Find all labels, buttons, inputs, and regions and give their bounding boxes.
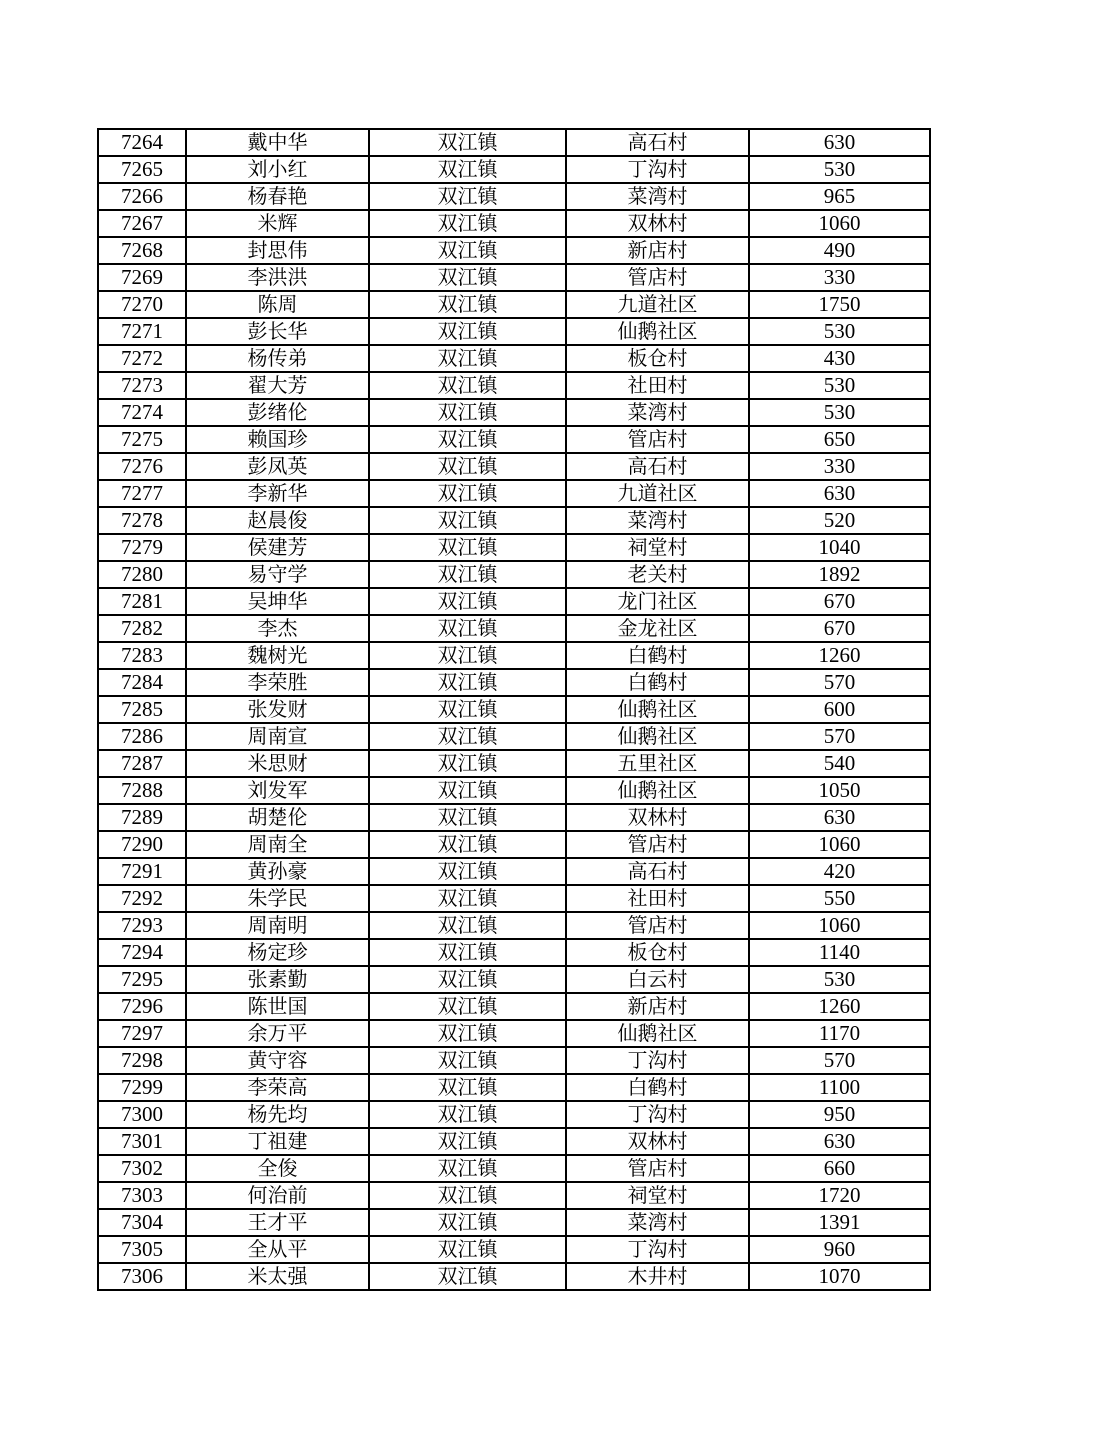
cell-town: 双江镇 xyxy=(369,1155,566,1182)
table-row xyxy=(98,588,930,615)
table-row xyxy=(98,939,930,966)
cell-village: 社田村 xyxy=(566,372,749,399)
cell-name: 赵晨俊 xyxy=(186,507,369,534)
cell-serial-number: 7300 xyxy=(98,1101,186,1128)
cell-amount: 430 xyxy=(749,345,930,372)
cell-amount: 530 xyxy=(749,372,930,399)
table-row xyxy=(98,993,930,1020)
cell-name: 魏树光 xyxy=(186,642,369,669)
cell-amount: 1050 xyxy=(749,777,930,804)
cell-serial-number: 7286 xyxy=(98,723,186,750)
cell-amount: 1040 xyxy=(749,534,930,561)
cell-serial-number: 7291 xyxy=(98,858,186,885)
cell-village: 老关村 xyxy=(566,561,749,588)
cell-village: 仙鹅社区 xyxy=(566,723,749,750)
table-row xyxy=(98,318,930,345)
cell-village: 菜湾村 xyxy=(566,507,749,534)
cell-amount: 1060 xyxy=(749,912,930,939)
table-row xyxy=(98,345,930,372)
cell-serial-number: 7288 xyxy=(98,777,186,804)
cell-serial-number: 7279 xyxy=(98,534,186,561)
cell-village: 管店村 xyxy=(566,426,749,453)
cell-name: 赖国珍 xyxy=(186,426,369,453)
cell-serial-number: 7280 xyxy=(98,561,186,588)
cell-amount: 960 xyxy=(749,1236,930,1263)
cell-serial-number: 7278 xyxy=(98,507,186,534)
cell-village: 木井村 xyxy=(566,1263,749,1290)
cell-serial-number: 7290 xyxy=(98,831,186,858)
cell-village: 双林村 xyxy=(566,804,749,831)
cell-amount: 1260 xyxy=(749,642,930,669)
cell-town: 双江镇 xyxy=(369,1209,566,1236)
cell-name: 李杰 xyxy=(186,615,369,642)
cell-village: 丁沟村 xyxy=(566,1101,749,1128)
table-row xyxy=(98,372,930,399)
cell-amount: 1892 xyxy=(749,561,930,588)
cell-serial-number: 7285 xyxy=(98,696,186,723)
cell-serial-number: 7268 xyxy=(98,237,186,264)
cell-serial-number: 7272 xyxy=(98,345,186,372)
cell-amount: 540 xyxy=(749,750,930,777)
cell-town: 双江镇 xyxy=(369,993,566,1020)
cell-village: 仙鹅社区 xyxy=(566,696,749,723)
cell-amount: 520 xyxy=(749,507,930,534)
cell-village: 白鹤村 xyxy=(566,669,749,696)
cell-serial-number: 7265 xyxy=(98,156,186,183)
cell-village: 新店村 xyxy=(566,237,749,264)
table-row xyxy=(98,642,930,669)
cell-amount: 1720 xyxy=(749,1182,930,1209)
table-row xyxy=(98,264,930,291)
cell-village: 九道社区 xyxy=(566,480,749,507)
cell-serial-number: 7276 xyxy=(98,453,186,480)
cell-name: 周南全 xyxy=(186,831,369,858)
cell-village: 丁沟村 xyxy=(566,1047,749,1074)
cell-town: 双江镇 xyxy=(369,642,566,669)
cell-amount: 1750 xyxy=(749,291,930,318)
cell-name: 王才平 xyxy=(186,1209,369,1236)
cell-village: 仙鹅社区 xyxy=(566,318,749,345)
cell-amount: 950 xyxy=(749,1101,930,1128)
table-row xyxy=(98,210,930,237)
cell-name: 刘发军 xyxy=(186,777,369,804)
cell-town: 双江镇 xyxy=(369,1182,566,1209)
cell-town: 双江镇 xyxy=(369,453,566,480)
cell-town: 双江镇 xyxy=(369,237,566,264)
cell-town: 双江镇 xyxy=(369,291,566,318)
cell-town: 双江镇 xyxy=(369,183,566,210)
cell-serial-number: 7264 xyxy=(98,129,186,156)
table-row xyxy=(98,912,930,939)
cell-town: 双江镇 xyxy=(369,399,566,426)
cell-village: 双林村 xyxy=(566,1128,749,1155)
cell-name: 丁祖建 xyxy=(186,1128,369,1155)
cell-name: 何治前 xyxy=(186,1182,369,1209)
cell-village: 白鹤村 xyxy=(566,1074,749,1101)
table-row xyxy=(98,885,930,912)
cell-amount: 600 xyxy=(749,696,930,723)
cell-town: 双江镇 xyxy=(369,777,566,804)
cell-amount: 670 xyxy=(749,615,930,642)
cell-name: 全俊 xyxy=(186,1155,369,1182)
cell-name: 张素勤 xyxy=(186,966,369,993)
table-row xyxy=(98,1101,930,1128)
table-row xyxy=(98,750,930,777)
cell-village: 新店村 xyxy=(566,993,749,1020)
table-row xyxy=(98,777,930,804)
table-row xyxy=(98,1263,930,1290)
cell-town: 双江镇 xyxy=(369,129,566,156)
cell-town: 双江镇 xyxy=(369,831,566,858)
cell-village: 管店村 xyxy=(566,912,749,939)
cell-serial-number: 7302 xyxy=(98,1155,186,1182)
cell-amount: 650 xyxy=(749,426,930,453)
cell-village: 板仓村 xyxy=(566,939,749,966)
cell-town: 双江镇 xyxy=(369,750,566,777)
cell-serial-number: 7281 xyxy=(98,588,186,615)
cell-name: 杨传弟 xyxy=(186,345,369,372)
table-row xyxy=(98,1182,930,1209)
cell-serial-number: 7274 xyxy=(98,399,186,426)
cell-town: 双江镇 xyxy=(369,1074,566,1101)
cell-town: 双江镇 xyxy=(369,1236,566,1263)
cell-name: 周南宣 xyxy=(186,723,369,750)
table-row xyxy=(98,1047,930,1074)
cell-village: 管店村 xyxy=(566,831,749,858)
cell-town: 双江镇 xyxy=(369,345,566,372)
cell-serial-number: 7266 xyxy=(98,183,186,210)
cell-name: 陈世国 xyxy=(186,993,369,1020)
cell-town: 双江镇 xyxy=(369,372,566,399)
cell-serial-number: 7296 xyxy=(98,993,186,1020)
cell-town: 双江镇 xyxy=(369,480,566,507)
cell-amount: 550 xyxy=(749,885,930,912)
cell-amount: 530 xyxy=(749,156,930,183)
cell-town: 双江镇 xyxy=(369,1047,566,1074)
cell-amount: 660 xyxy=(749,1155,930,1182)
cell-name: 黄孙豪 xyxy=(186,858,369,885)
cell-serial-number: 7287 xyxy=(98,750,186,777)
table-row xyxy=(98,1074,930,1101)
cell-amount: 670 xyxy=(749,588,930,615)
cell-serial-number: 7282 xyxy=(98,615,186,642)
cell-amount: 630 xyxy=(749,804,930,831)
cell-name: 胡楚伦 xyxy=(186,804,369,831)
cell-village: 板仓村 xyxy=(566,345,749,372)
cell-amount: 570 xyxy=(749,723,930,750)
cell-village: 白云村 xyxy=(566,966,749,993)
table-row xyxy=(98,129,930,156)
cell-name: 彭长华 xyxy=(186,318,369,345)
cell-amount: 1140 xyxy=(749,939,930,966)
cell-amount: 530 xyxy=(749,966,930,993)
cell-town: 双江镇 xyxy=(369,939,566,966)
table-row xyxy=(98,534,930,561)
cell-serial-number: 7267 xyxy=(98,210,186,237)
cell-name: 米思财 xyxy=(186,750,369,777)
cell-serial-number: 7301 xyxy=(98,1128,186,1155)
cell-town: 双江镇 xyxy=(369,210,566,237)
cell-name: 杨定珍 xyxy=(186,939,369,966)
cell-town: 双江镇 xyxy=(369,264,566,291)
cell-serial-number: 7270 xyxy=(98,291,186,318)
cell-amount: 630 xyxy=(749,1128,930,1155)
table-row xyxy=(98,291,930,318)
cell-town: 双江镇 xyxy=(369,885,566,912)
cell-name: 李新华 xyxy=(186,480,369,507)
cell-town: 双江镇 xyxy=(369,615,566,642)
cell-serial-number: 7271 xyxy=(98,318,186,345)
cell-serial-number: 7269 xyxy=(98,264,186,291)
cell-serial-number: 7303 xyxy=(98,1182,186,1209)
cell-amount: 1170 xyxy=(749,1020,930,1047)
cell-town: 双江镇 xyxy=(369,156,566,183)
cell-town: 双江镇 xyxy=(369,858,566,885)
cell-village: 菜湾村 xyxy=(566,183,749,210)
cell-town: 双江镇 xyxy=(369,426,566,453)
cell-village: 白鹤村 xyxy=(566,642,749,669)
cell-serial-number: 7289 xyxy=(98,804,186,831)
cell-village: 高石村 xyxy=(566,129,749,156)
cell-name: 朱学民 xyxy=(186,885,369,912)
cell-amount: 570 xyxy=(749,1047,930,1074)
cell-village: 双林村 xyxy=(566,210,749,237)
cell-name: 米辉 xyxy=(186,210,369,237)
cell-serial-number: 7295 xyxy=(98,966,186,993)
cell-serial-number: 7293 xyxy=(98,912,186,939)
cell-name: 李洪洪 xyxy=(186,264,369,291)
cell-town: 双江镇 xyxy=(369,696,566,723)
cell-name: 余万平 xyxy=(186,1020,369,1047)
cell-name: 陈周 xyxy=(186,291,369,318)
cell-town: 双江镇 xyxy=(369,1101,566,1128)
cell-village: 高石村 xyxy=(566,453,749,480)
table-row xyxy=(98,426,930,453)
cell-village: 社田村 xyxy=(566,885,749,912)
cell-serial-number: 7283 xyxy=(98,642,186,669)
cell-town: 双江镇 xyxy=(369,588,566,615)
cell-serial-number: 7297 xyxy=(98,1020,186,1047)
cell-town: 双江镇 xyxy=(369,561,566,588)
cell-town: 双江镇 xyxy=(369,1020,566,1047)
cell-name: 张发财 xyxy=(186,696,369,723)
cell-town: 双江镇 xyxy=(369,507,566,534)
cell-town: 双江镇 xyxy=(369,723,566,750)
cell-amount: 490 xyxy=(749,237,930,264)
cell-village: 菜湾村 xyxy=(566,1209,749,1236)
cell-name: 刘小红 xyxy=(186,156,369,183)
cell-amount: 1060 xyxy=(749,831,930,858)
cell-village: 祠堂村 xyxy=(566,534,749,561)
cell-name: 周南明 xyxy=(186,912,369,939)
cell-amount: 330 xyxy=(749,264,930,291)
table-row xyxy=(98,156,930,183)
cell-serial-number: 7294 xyxy=(98,939,186,966)
cell-name: 黄守容 xyxy=(186,1047,369,1074)
cell-name: 易守学 xyxy=(186,561,369,588)
cell-serial-number: 7306 xyxy=(98,1263,186,1290)
cell-amount: 330 xyxy=(749,453,930,480)
cell-amount: 1060 xyxy=(749,210,930,237)
cell-serial-number: 7305 xyxy=(98,1236,186,1263)
cell-village: 高石村 xyxy=(566,858,749,885)
cell-name: 翟大芳 xyxy=(186,372,369,399)
table-row xyxy=(98,723,930,750)
cell-village: 丁沟村 xyxy=(566,156,749,183)
cell-name: 杨先均 xyxy=(186,1101,369,1128)
cell-name: 吴坤华 xyxy=(186,588,369,615)
cell-name: 侯建芳 xyxy=(186,534,369,561)
table-row xyxy=(98,1128,930,1155)
records-table xyxy=(97,128,931,1291)
cell-name: 李荣胜 xyxy=(186,669,369,696)
table-row xyxy=(98,507,930,534)
cell-amount: 570 xyxy=(749,669,930,696)
cell-name: 全从平 xyxy=(186,1236,369,1263)
cell-serial-number: 7284 xyxy=(98,669,186,696)
cell-village: 仙鹅社区 xyxy=(566,777,749,804)
cell-village: 仙鹅社区 xyxy=(566,1020,749,1047)
table-row xyxy=(98,1209,930,1236)
cell-amount: 1391 xyxy=(749,1209,930,1236)
cell-serial-number: 7277 xyxy=(98,480,186,507)
cell-amount: 1070 xyxy=(749,1263,930,1290)
cell-village: 五里社区 xyxy=(566,750,749,777)
cell-village: 祠堂村 xyxy=(566,1182,749,1209)
cell-town: 双江镇 xyxy=(369,534,566,561)
cell-amount: 1100 xyxy=(749,1074,930,1101)
cell-town: 双江镇 xyxy=(369,966,566,993)
cell-village: 九道社区 xyxy=(566,291,749,318)
cell-name: 杨春艳 xyxy=(186,183,369,210)
table-row xyxy=(98,831,930,858)
cell-serial-number: 7273 xyxy=(98,372,186,399)
cell-name: 封思伟 xyxy=(186,237,369,264)
table-row xyxy=(98,966,930,993)
table-row xyxy=(98,453,930,480)
table-row xyxy=(98,183,930,210)
cell-town: 双江镇 xyxy=(369,804,566,831)
cell-amount: 965 xyxy=(749,183,930,210)
cell-village: 管店村 xyxy=(566,1155,749,1182)
table-row xyxy=(98,858,930,885)
table-row xyxy=(98,696,930,723)
table-row xyxy=(98,480,930,507)
cell-amount: 630 xyxy=(749,129,930,156)
cell-village: 菜湾村 xyxy=(566,399,749,426)
cell-amount: 530 xyxy=(749,318,930,345)
table-row xyxy=(98,804,930,831)
cell-town: 双江镇 xyxy=(369,912,566,939)
cell-amount: 630 xyxy=(749,480,930,507)
cell-village: 金龙社区 xyxy=(566,615,749,642)
cell-name: 彭绪伦 xyxy=(186,399,369,426)
table-row xyxy=(98,399,930,426)
cell-town: 双江镇 xyxy=(369,318,566,345)
cell-serial-number: 7298 xyxy=(98,1047,186,1074)
cell-town: 双江镇 xyxy=(369,1263,566,1290)
cell-serial-number: 7304 xyxy=(98,1209,186,1236)
table-row xyxy=(98,669,930,696)
table-row xyxy=(98,237,930,264)
cell-amount: 530 xyxy=(749,399,930,426)
cell-village: 管店村 xyxy=(566,264,749,291)
records-table-body xyxy=(98,129,930,1290)
cell-town: 双江镇 xyxy=(369,1128,566,1155)
cell-serial-number: 7275 xyxy=(98,426,186,453)
cell-town: 双江镇 xyxy=(369,669,566,696)
table-row xyxy=(98,1020,930,1047)
table-row xyxy=(98,1236,930,1263)
cell-serial-number: 7292 xyxy=(98,885,186,912)
cell-name: 彭凤英 xyxy=(186,453,369,480)
cell-name: 戴中华 xyxy=(186,129,369,156)
table-row xyxy=(98,561,930,588)
cell-amount: 1260 xyxy=(749,993,930,1020)
cell-village: 丁沟村 xyxy=(566,1236,749,1263)
cell-name: 李荣高 xyxy=(186,1074,369,1101)
cell-name: 米太强 xyxy=(186,1263,369,1290)
cell-village: 龙门社区 xyxy=(566,588,749,615)
table-row xyxy=(98,615,930,642)
table-row xyxy=(98,1155,930,1182)
cell-amount: 420 xyxy=(749,858,930,885)
cell-serial-number: 7299 xyxy=(98,1074,186,1101)
